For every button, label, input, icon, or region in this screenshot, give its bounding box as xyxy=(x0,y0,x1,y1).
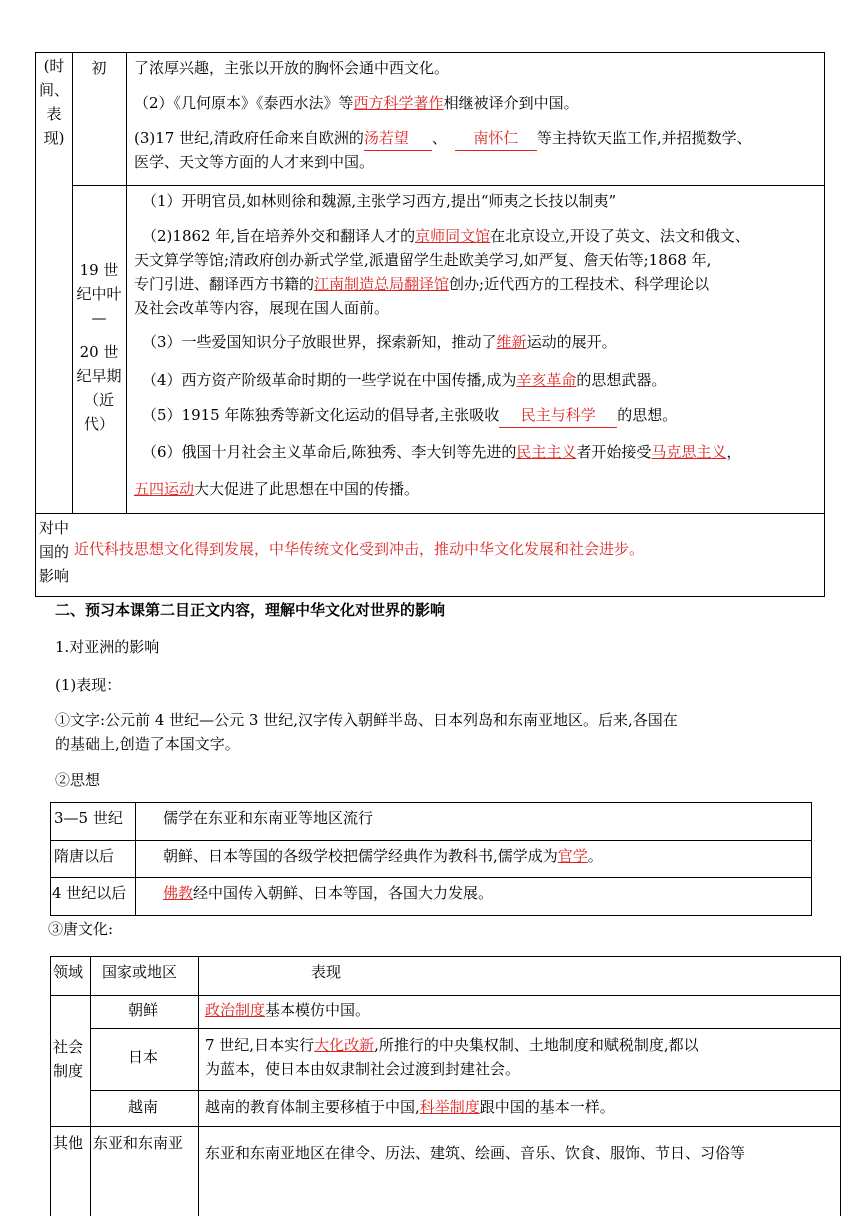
subheading-performance: (1)表现： xyxy=(55,676,122,694)
group-social-system: 社会制度 xyxy=(53,1038,84,1080)
answer-tang-ruowang: 汤若望 xyxy=(363,129,409,147)
country-japan: 日本 xyxy=(128,1048,159,1066)
row2-item3: （3）一些爱国知识分子放眼世界，探索新知，推动了维新运动的展开。 xyxy=(142,333,617,351)
row2-item6: （6）俄国十月社会主义革命后,陈独秀、李大钊等先进的民主主义者开始接受马克思主义， xyxy=(142,443,742,461)
group-other: 其他 xyxy=(53,1134,84,1152)
header-field: 领域 xyxy=(53,963,84,981)
row1-line2: （2）《几何原本》《泰西水法》等西方科学著作相继被译介到中国。 xyxy=(134,94,579,112)
thought-label: ②思想 xyxy=(55,771,101,789)
answer-weixin: 维新 xyxy=(496,333,527,351)
row2-item5: （5）1915 年陈独秀等新文化运动的倡导者,主张吸收 民主与科学 的思想。 xyxy=(142,403,677,428)
period-modern-a: 19 世纪中叶— xyxy=(76,261,122,327)
thought-row1-text: 儒学在东亚和东南亚等地区流行 xyxy=(163,809,374,827)
header-performance: 表现 xyxy=(311,963,342,981)
answer-democracy-science: 民主与科学 xyxy=(520,406,596,424)
answer-political-system: 政治制度 xyxy=(205,1001,266,1019)
answer-marxism: 马克思主义 xyxy=(651,443,727,461)
other-text: 东亚和东南亚地区在律令、历法、建筑、绘画、音乐、饮食、服饰、节日、习俗等 xyxy=(205,1144,746,1162)
row2-item4: （4）西方资产阶级革命时期的一些学说在中国传播,成为辛亥革命的思想武器。 xyxy=(142,371,667,389)
answer-jiangnan-translation: 江南制造总局翻译馆 xyxy=(314,275,450,293)
row1-line1: 了浓厚兴趣，主张以开放的胸怀会通中西文化。 xyxy=(134,59,450,77)
row2-item2-l4: 及社会改革等内容，展现在国人面前。 xyxy=(134,299,390,317)
answer-tongwenguan: 京师同文馆 xyxy=(415,227,491,245)
answer-guanxue: 官学 xyxy=(557,847,588,865)
answer-nan-huairen: 南怀仁 xyxy=(473,129,519,147)
subheading-asia: 1.对亚洲的影响 xyxy=(55,638,160,656)
answer-imperial-exam: 科举制度 xyxy=(419,1098,480,1116)
country-east-southeast-asia: 东亚和东南亚 xyxy=(93,1134,184,1152)
row2-item2-l3: 专门引进、翻译西方书籍的江南制造总局翻译馆创办;近代西方的工程技术、科学理论以 xyxy=(134,275,710,293)
answer-may-fourth: 五四运动 xyxy=(134,480,195,498)
thought-row2-period: 隋唐以后 xyxy=(54,847,115,865)
answer-taika-reform: 大化改新 xyxy=(314,1036,375,1054)
row2-item6-l2: 五四运动大大促进了此思想在中国的传播。 xyxy=(134,480,420,498)
answer-western-science: 西方科学著作 xyxy=(353,94,444,112)
thought-row1-period: 3—5 世纪 xyxy=(54,809,123,827)
answer-democrats: 民主主义 xyxy=(516,443,577,461)
thought-row3-text: 佛教经中国传入朝鲜、日本等国，各国大力发展。 xyxy=(163,884,494,902)
japan-text-l1: 7 世纪,日本实行大化改新,所推行的中央集权制、土地制度和赋税制度,都以 xyxy=(205,1036,699,1054)
japan-text-l2: 为蓝本，使日本由奴隶制社会过渡到封建社会。 xyxy=(205,1060,521,1078)
answer-xinhai: 辛亥革命 xyxy=(516,371,577,389)
row1-line4: 医学、天文等方面的人才来到中国。 xyxy=(134,153,375,171)
header-country: 国家或地区 xyxy=(102,963,178,981)
writing-line1: ①文字:公元前 4 世纪—公元 3 世纪,汉字传入朝鲜半岛、日本列岛和东南亚地区。后来,各国在 xyxy=(55,711,678,729)
period-modern-b: 20 世纪早期（近代） xyxy=(76,343,122,433)
row2-item2: （2)1862 年,旨在培养外交和翻译人才的京师同文馆在北京设立,开设了英文、法文和俄文、 xyxy=(142,227,750,245)
writing-line2: 的基础上,创造了本国文字。 xyxy=(55,735,240,753)
tang-culture-label: ③唐文化: xyxy=(48,920,114,938)
vietnam-text: 越南的教育体制主要移植于中国,科举制度跟中国的基本一样。 xyxy=(205,1098,615,1116)
country-korea: 朝鲜 xyxy=(128,1001,159,1019)
impact-label: 对中国的影响 xyxy=(38,519,69,585)
answer-buddhism: 佛教 xyxy=(163,884,194,902)
period-early: 初 xyxy=(91,59,107,77)
thought-row2-text: 朝鲜、日本等国的各级学校把儒学经典作为教科书,儒学成为官学。 xyxy=(163,847,603,865)
impact-text: 近代科技思想文化得到发展，中华传统文化受到冲击，推动中华文化发展和社会进步。 xyxy=(74,540,645,558)
time-performance-label: (时间、表现) xyxy=(38,57,69,147)
row1-line3: (3)17 世纪,清政府任命来自欧洲的汤若望 、 南怀仁 等主持钦天监工作,并招揽数学、 xyxy=(134,126,752,151)
thought-row3-period: 4 世纪以后 xyxy=(52,884,127,902)
row2-item1: （1）开明官员,如林则徐和魏源,主张学习西方,提出“师夷之长技以制夷” xyxy=(142,192,617,210)
row2-item2-l2: 天文算学等馆;清政府创办新式学堂,派遣留学生赴欧美学习,如严复、詹天佑等;1868 年, xyxy=(134,251,712,269)
korea-text: 政治制度基本模仿中国。 xyxy=(205,1001,371,1019)
country-vietnam: 越南 xyxy=(128,1098,159,1116)
section-heading: 二、预习本课第二目正文内容，理解中华文化对世界的影响 xyxy=(55,601,446,619)
